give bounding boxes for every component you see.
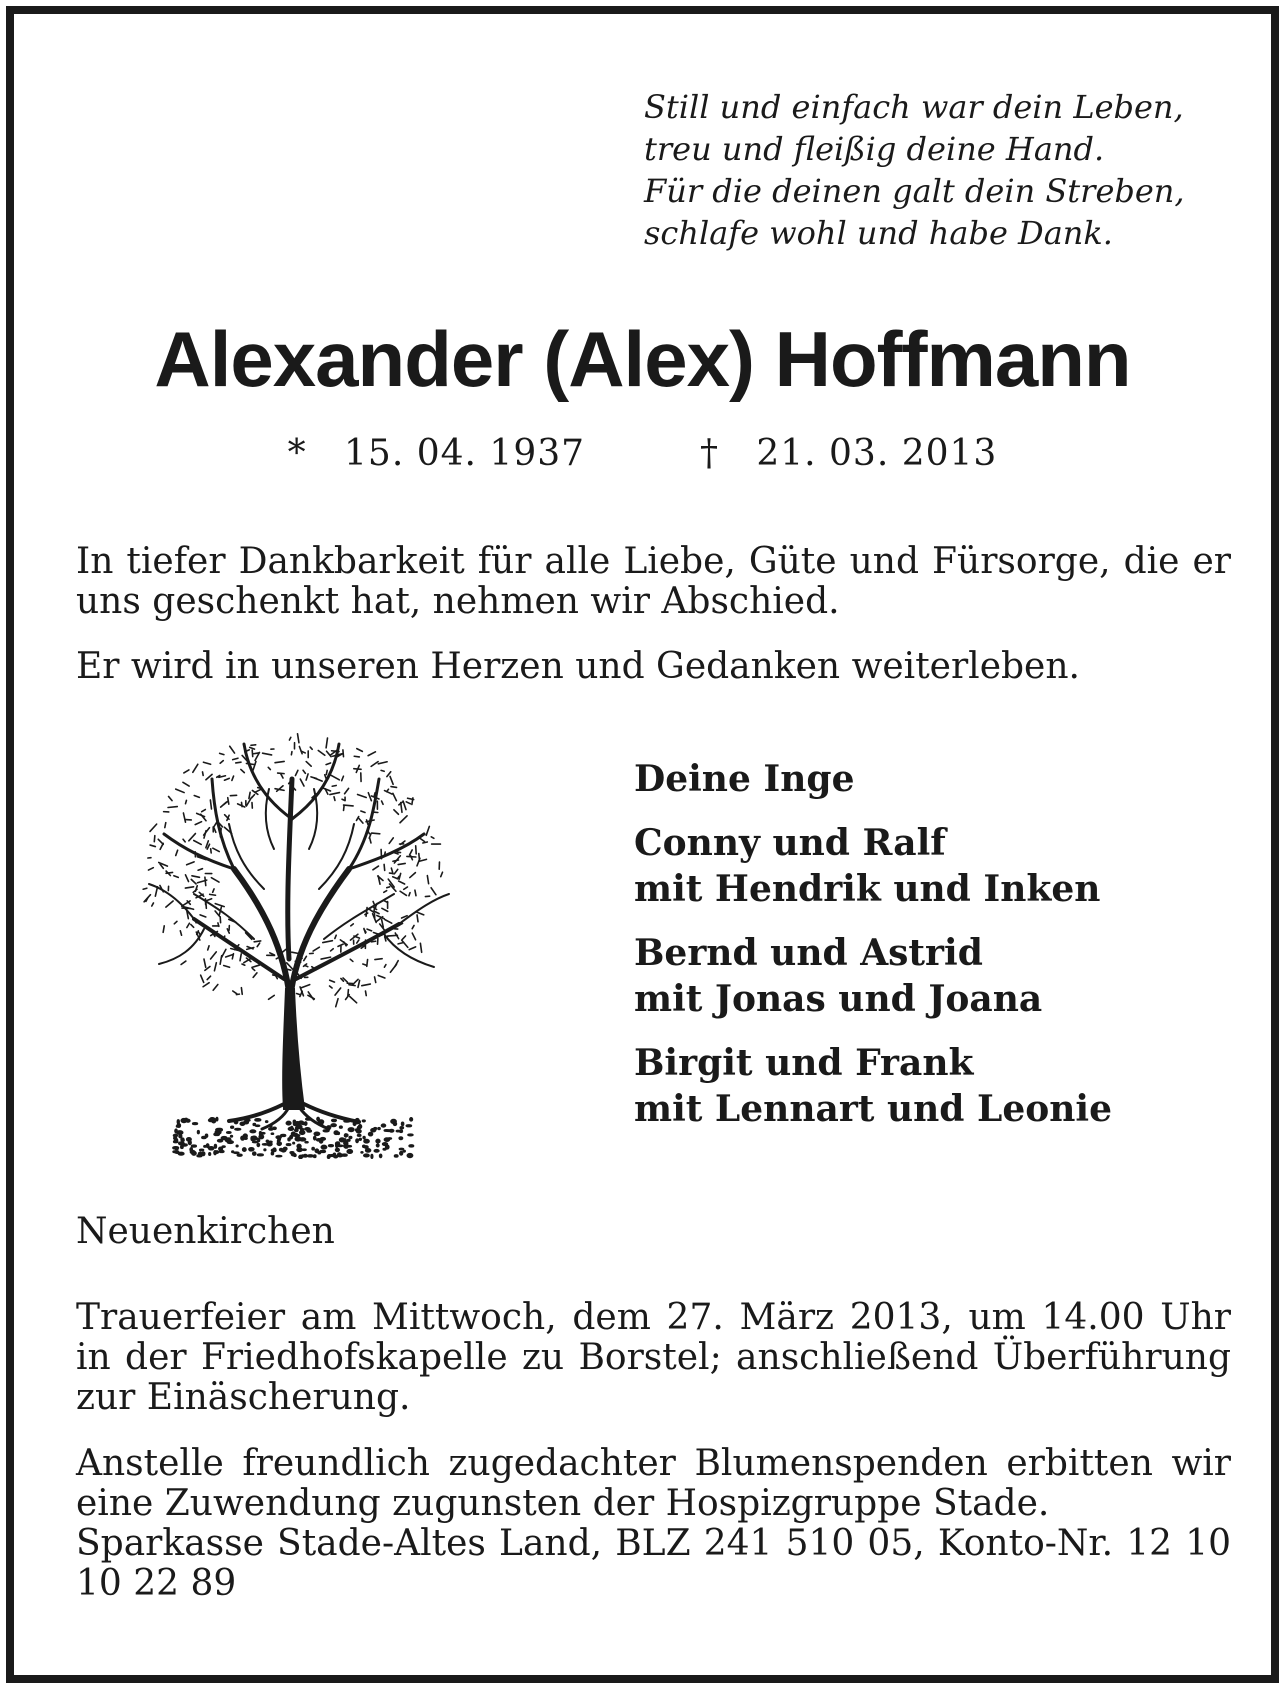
remembrance-text: Er wird in unseren Herzen und Gedanken weiterleben.	[76, 647, 1231, 687]
bank-details: Sparkasse Stade-Altes Land, BLZ 241 510 05, Konto-Nr. 12 10 10 22 89	[76, 1524, 1231, 1604]
place-name: Neuenkirchen	[76, 1210, 335, 1254]
family-group	[634, 1040, 1234, 1132]
gratitude-text: In tiefer Dankbarkeit für alle Liebe, Güte und Fürsorge, die er uns geschenkt hat, nehmen wir Abschied.	[76, 542, 1231, 622]
funeral-info: Trauerfeier am Mittwoch, dem 27. März 2013, um 14.00 Uhr in der Friedhofskapelle zu Borstel; anschließend Überführung zur Einäscherung.	[76, 1298, 1231, 1418]
family-line: Conny und Ralf	[634, 820, 1234, 866]
poem-line: Für die deinen galt dein Streben,	[644, 170, 1244, 212]
donation-request: Anstelle freundlich zugedachter Blumenspenden erbitten wir eine Zuwendung zugunsten der Hospizgruppe Stade.	[76, 1444, 1231, 1524]
family-line: Birgit und Frank	[634, 1040, 1234, 1086]
family-group	[634, 820, 1234, 912]
deceased-name: Alexander (Alex) Hoffmann	[14, 314, 1271, 404]
birth-date: 15. 04. 1937	[344, 433, 585, 474]
family-line: mit Jonas und Joana	[634, 976, 1234, 1022]
donation-info	[76, 1444, 1231, 1604]
poem-line: schlafe wohl und habe Dank.	[644, 212, 1244, 254]
poem-line: Still und einfach war dein Leben,	[644, 86, 1244, 128]
family-line: mit Hendrik und Inken	[634, 866, 1234, 912]
poem	[644, 86, 1244, 254]
death-symbol: †	[700, 433, 719, 474]
life-dates	[14, 432, 1271, 476]
obituary-notice	[6, 6, 1279, 1683]
family-line: Bernd und Astrid	[634, 930, 1234, 976]
poem-line: treu und fleißig deine Hand.	[644, 128, 1244, 170]
birth-symbol: *	[288, 433, 307, 474]
family-group	[634, 756, 1234, 802]
family-list	[634, 756, 1234, 1150]
family-line: mit Lennart und Leonie	[634, 1086, 1234, 1132]
tree-icon	[134, 719, 464, 1159]
family-line: Deine Inge	[634, 756, 1234, 802]
family-group	[634, 930, 1234, 1022]
death-date: 21. 03. 2013	[756, 433, 997, 474]
